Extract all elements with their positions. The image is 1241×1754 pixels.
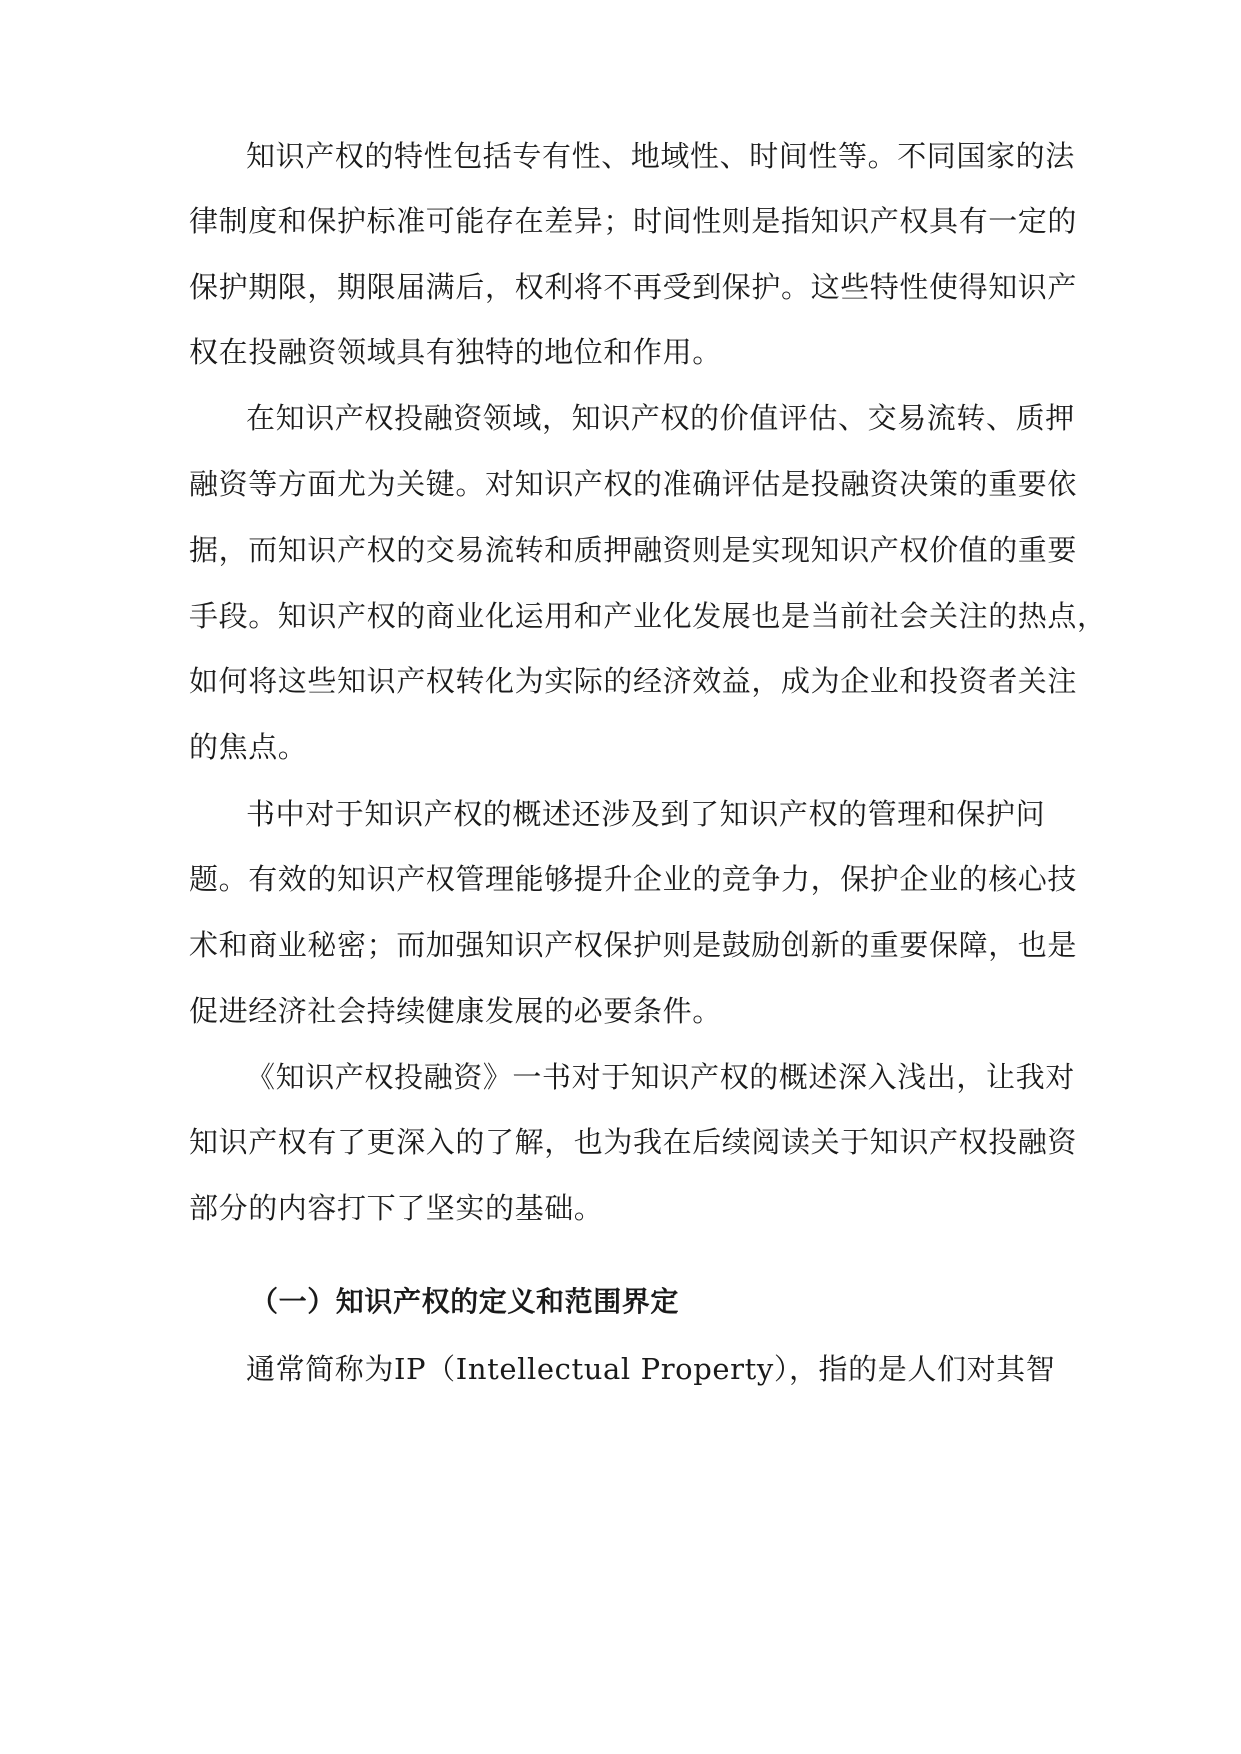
paragraph-3-line-2: 题。有效的知识产权管理能够提升企业的竞争力，保护企业的核心技 (189, 862, 1078, 896)
paragraph-1-line-2: 律制度和保护标准可能存在差异；时间性则是指知识产权具有一定的 (189, 204, 1078, 238)
paragraph-2-line-4: 手段。知识产权的商业化运用和产业化发展也是当前社会关注的热点， (189, 599, 1107, 633)
paragraph-1-line-4: 权在投融资领域具有独特的地位和作用。 (189, 335, 722, 369)
paragraph-1-line-1: 知识产权的特性包括专有性、地域性、时间性等。不同国家的法 (246, 139, 1075, 173)
paragraph-5-line-1: 通常简称为IP（Intellectual Property），指的是人们对其智 (246, 1352, 1056, 1386)
paragraph-2-line-2: 融资等方面尤为关键。对知识产权的准确评估是投融资决策的重要依 (189, 467, 1078, 501)
paragraph-1-line-3: 保护期限，期限届满后，权利将不再受到保护。这些特性使得知识产 (189, 270, 1078, 304)
paragraph-3-line-4: 促进经济社会持续健康发展的必要条件。 (189, 994, 722, 1028)
paragraph-2-line-3: 据，而知识产权的交易流转和质押融资则是实现知识产权价值的重要 (189, 533, 1078, 567)
paragraph-4-line-1: 《知识产权投融资》一书对于知识产权的概述深入浅出，让我对 (246, 1060, 1075, 1094)
paragraph-2-line-5: 如何将这些知识产权转化为实际的经济效益，成为企业和投资者关注 (189, 664, 1078, 698)
paragraph-4-line-3: 部分的内容打下了坚实的基础。 (189, 1191, 604, 1225)
paragraph-3-line-1: 书中对于知识产权的概述还涉及到了知识产权的管理和保护问 (246, 797, 1046, 831)
paragraph-2-line-1: 在知识产权投融资领域，知识产权的价值评估、交易流转、质押 (246, 401, 1075, 435)
paragraph-4-line-2: 知识产权有了更深入的了解，也为我在后续阅读关于知识产权投融资 (189, 1125, 1078, 1159)
section-heading: （一）知识产权的定义和范围界定 (250, 1285, 680, 1318)
paragraph-2-line-6: 的焦点。 (189, 730, 308, 764)
paragraph-3-line-3: 术和商业秘密；而加强知识产权保护则是鼓励创新的重要保障，也是 (189, 928, 1078, 962)
